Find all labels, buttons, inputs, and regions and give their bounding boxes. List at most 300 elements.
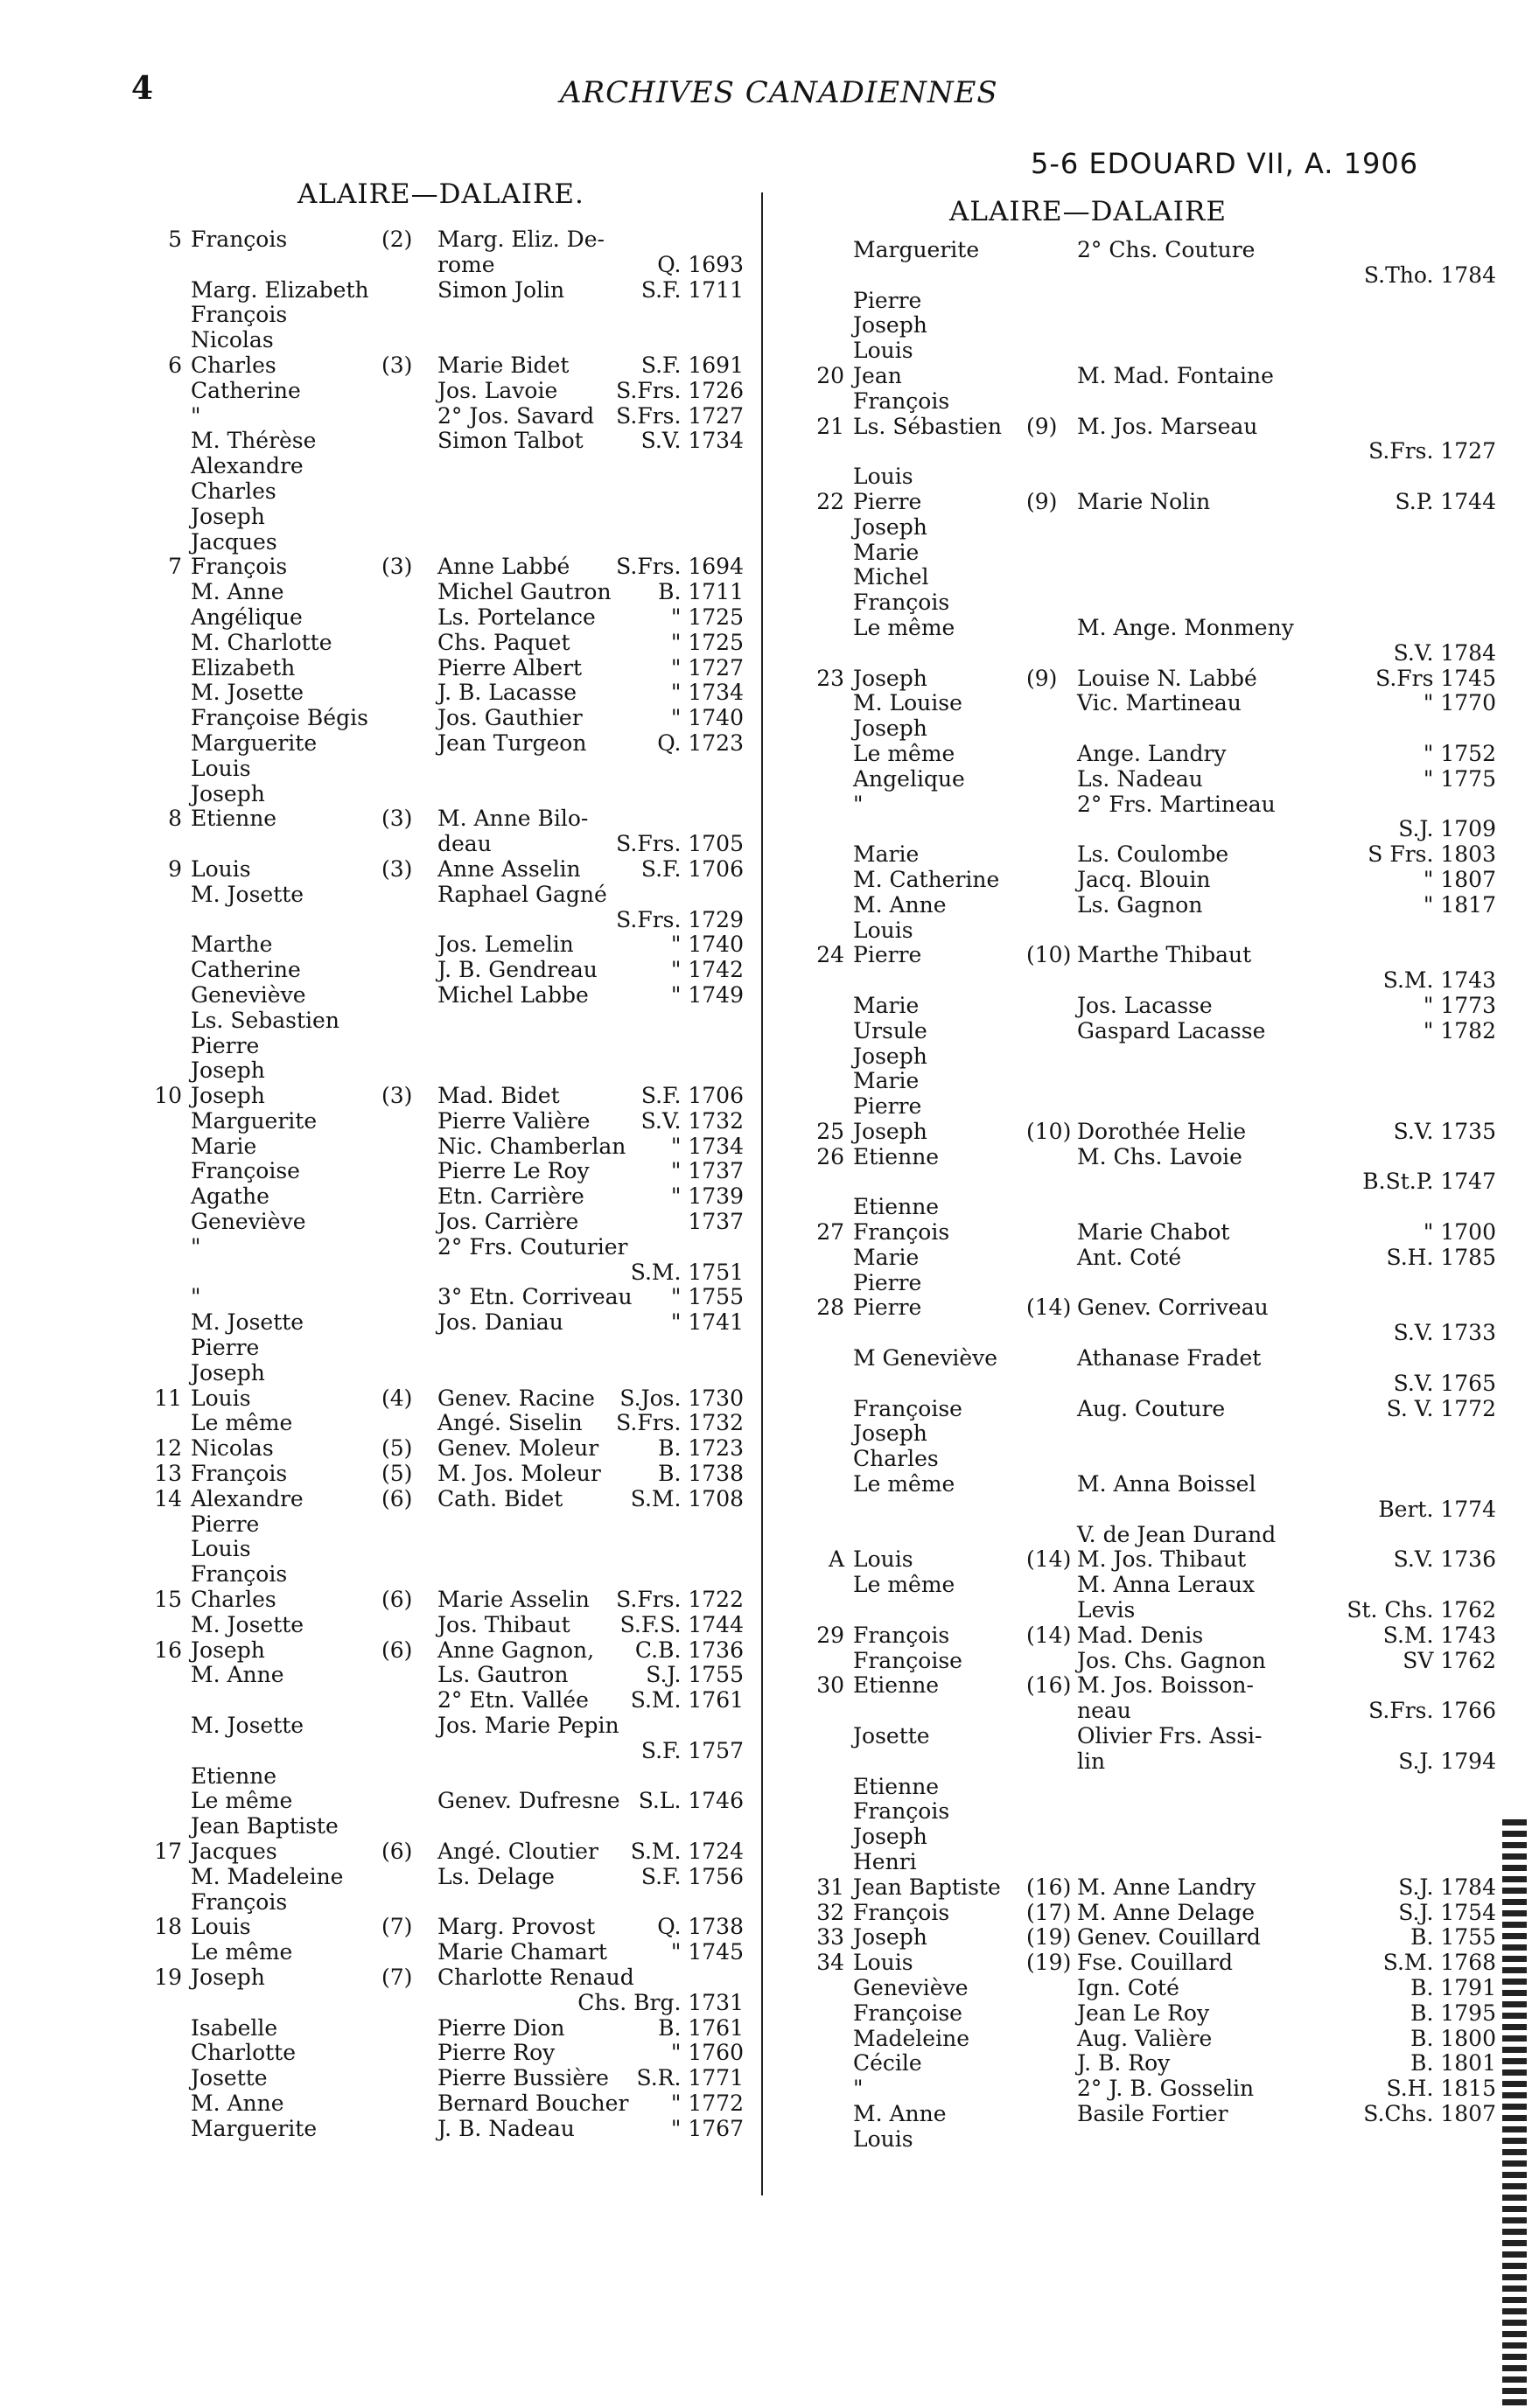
genealogy-row [809,893,1496,918]
person-name: Agathe [191,1183,269,1210]
spouse-name: M. Anne Bilo- [437,806,589,832]
place-date: S.Frs 1745 [1375,665,1496,691]
spouse-name: Genev. Moleur [437,1435,599,1462]
page-number: 4 [131,70,154,107]
place-date: " 1725 [670,604,744,630]
genealogy-row [809,641,1496,667]
person-name: Louis [853,2125,913,2152]
person-name: Alexandre [191,1485,304,1511]
genealogy-row [131,1839,744,1865]
genealogy-row [131,832,744,857]
parent-ref: (10) [1026,1118,1072,1144]
genealogy-row [131,1991,744,2016]
place-date: S.F. 1706 [640,1083,744,1109]
person-name: Etienne [853,1773,940,1799]
genealogy-row [131,2117,744,2142]
place-date: Q. 1723 [657,729,744,756]
genealogy-row [809,2001,1496,2027]
spouse-name: Athanase Fradet [1077,1345,1262,1372]
genealogy-row [131,1537,744,1562]
genealogy-row [809,1472,1496,1497]
spouse-name: Marie Chamart [437,1939,607,1965]
genealogy-row [809,238,1496,263]
spouse-name: Anne Asselin [437,855,581,882]
person-name: " [853,791,864,817]
place-date: S.F. 1706 [640,855,744,882]
genealogy-row [131,555,744,580]
spouse-name: Jos. Lemelin [437,932,574,958]
parent-ref: (16) [1026,1672,1072,1699]
genealogy-row [131,1386,744,1412]
person-name: Joseph [853,665,927,691]
genealogy-row [131,253,744,278]
person-name: M. Louise [853,690,962,716]
spouse-name: Angé. Siselin [437,1410,583,1436]
person-name: Nicolas [191,327,274,353]
spouse-name: Jos. Lavoie [437,377,558,403]
place-date: " 1725 [670,629,744,655]
spouse-name: 2° Jos. Savard [437,402,595,429]
genealogy-row [131,1310,744,1336]
place-date: S.Tho. 1784 [1363,262,1496,288]
parent-ref: (2) [381,227,413,252]
place-date: Bert. 1774 [1378,1496,1496,1522]
spouse-name: M. Anne Delage [1077,1899,1256,1925]
spouse-name: Jos. Marie Pepin [437,1713,619,1739]
scan-edge-mark [1502,1819,1527,2405]
person-name: Joseph [191,1359,265,1385]
person-name: Charles [853,1446,939,1472]
person-name: Etienne [191,806,277,832]
place-date: " 1740 [670,932,744,958]
person-name: M Geneviève [853,1345,998,1372]
spouse-name: M. Jos. Moleur [437,1461,601,1487]
entry-number: 27 [816,1219,844,1246]
spouse-name: Marie Chabot [1077,1219,1230,1246]
spouse-name: Jean Le Roy [1077,2000,1210,2026]
genealogy-row [131,806,744,832]
parent-ref: (17) [1026,1899,1072,1925]
genealogy-row [131,379,744,404]
genealogy-row [809,1220,1496,1246]
genealogy-row [131,1890,744,1916]
place-date: S. V. 1772 [1386,1395,1496,1421]
spouse-name: 2° Chs. Couture [1077,237,1256,262]
entry-number: 31 [816,1874,844,1900]
spouse-name: Genev. Racine [437,1385,595,1411]
genealogy-row [809,1699,1496,1724]
parent-ref: (14) [1026,1295,1072,1321]
spouse-name: Mad. Bidet [437,1083,560,1109]
genealogy-row [809,1271,1496,1296]
person-name: François [853,387,950,414]
person-name: Le même [853,740,955,766]
genealogy-row [809,1169,1496,1195]
spouse-name: Bernard Boucher [437,2090,629,2116]
spouse-name: Genev. Dufresne [437,1788,620,1814]
genealogy-row [809,590,1496,616]
spouse-name: Aug. Couture [1077,1395,1226,1421]
genealogy-row [131,328,744,353]
place-date: S.V. 1765 [1393,1370,1496,1396]
genealogy-row [131,706,744,731]
person-name: Charles [191,1587,276,1613]
genealogy-row [131,404,744,429]
spouse-name: 2° Frs. Martineau [1077,791,1276,817]
spouse-name: Simon Jolin [437,276,565,303]
person-name: Marie [191,1133,257,1159]
place-date: S.F. 1756 [640,1863,744,1889]
entry-number: 10 [154,1083,182,1109]
spouse-name: M. Jos. Marseau [1077,413,1258,439]
parent-ref: (7) [381,1964,413,1990]
spouse-name: rome [437,251,495,277]
place-date: S.Jos. 1730 [619,1385,744,1411]
genealogy-row [131,1512,744,1538]
spouse-name: Cath. Bidet [437,1485,563,1511]
genealogy-row [809,1397,1496,1422]
genealogy-row [131,1562,744,1588]
person-name: Joseph [853,1043,927,1069]
genealogy-row [809,1623,1496,1649]
genealogy-row [131,908,744,933]
genealogy-row [809,1295,1496,1321]
parent-ref: (3) [381,855,413,882]
person-name: Joseph [853,513,927,540]
person-name: Louis [191,1914,251,1940]
person-name: Marie [853,539,920,565]
parent-ref: (14) [1026,1622,1072,1648]
spouse-name: Marie Bidet [437,352,570,378]
spouse-name: Pierre Bussière [437,2065,609,2091]
spouse-name: Jacq. Blouin [1077,866,1211,892]
genealogy-row [809,2027,1496,2052]
parent-ref: (16) [1026,1874,1072,1900]
genealogy-row [131,1084,744,1109]
genealogy-row [809,2076,1496,2102]
genealogy-row [131,1789,744,1814]
place-date: S.V. 1736 [1393,1546,1496,1573]
genealogy-row [131,605,744,631]
spouse-name: Jos. Daniau [437,1309,563,1336]
entry-number: 16 [154,1637,182,1663]
genealogy-row [131,857,744,883]
spouse-name: Charlotte Renaud [437,1964,634,1990]
genealogy-row [131,1865,744,1890]
entry-number: 7 [168,554,182,580]
genealogy-row [809,1372,1496,1397]
genealogy-row [809,541,1496,566]
spouse-name: Etn. Carrière [437,1183,584,1210]
place-date: S.L. 1746 [638,1788,744,1814]
genealogy-row [131,1058,744,1084]
entry-number: 8 [168,806,182,832]
place-date: " 1782 [1423,1017,1496,1043]
person-name: Charlotte [191,2040,297,2066]
spouse-name: Mad. Denis [1077,1622,1204,1648]
person-name: Etienne [853,1672,940,1699]
person-name: Marguerite [191,729,318,756]
entry-number: 30 [816,1672,844,1699]
person-name: Isabelle [191,2014,278,2041]
person-name: François [191,1561,288,1588]
genealogy-row [131,1613,744,1638]
spouse-name: Jos. Lacasse [1077,992,1213,1018]
place-date: S.F.S. 1744 [619,1611,744,1637]
place-date: S.P. 1744 [1395,488,1496,514]
parent-ref: (10) [1026,942,1072,968]
entry-number: 28 [816,1295,844,1321]
person-name: Marg. Elizabeth [191,276,369,303]
place-date: " 1741 [670,1309,744,1336]
place-date: " 1807 [1423,866,1496,892]
person-name: Elizabeth [191,654,296,681]
place-date: S.M. 1724 [630,1839,744,1864]
place-date: B. 1723 [658,1435,744,1462]
parent-ref: (9) [1026,665,1058,691]
parent-ref: (6) [381,1587,413,1613]
person-name: François [853,1798,950,1825]
spouse-name: Ls. Nadeau [1077,765,1203,792]
person-name: Joseph [191,503,265,529]
genealogy-row [131,1487,744,1512]
spouse-name: M. Jos. Boisson- [1077,1672,1254,1699]
entry-number: 9 [168,855,182,882]
spouse-name: Dorothée Helie [1077,1118,1247,1144]
genealogy-row [809,742,1496,767]
genealogy-row [131,1940,744,1965]
entry-number: 11 [154,1385,182,1411]
place-date: S.V. 1784 [1393,639,1496,666]
spouse-name: Jos. Carrière [437,1209,579,1235]
genealogy-row [131,1814,744,1839]
parent-ref: (14) [1026,1546,1072,1573]
spouse-name: Raphael Gagné [437,881,607,907]
place-date: S.J. 1755 [646,1662,744,1688]
place-date: S.J. 1754 [1398,1899,1496,1925]
place-date: " 1737 [670,1158,744,1184]
place-date: S.M. 1761 [630,1687,744,1714]
person-name: Jacques [191,1839,277,1864]
place-date: S.J. 1709 [1398,816,1496,842]
place-date: Chs. Brg. 1731 [577,1989,744,2015]
spouse-name: Louise N. Labbé [1077,665,1257,691]
person-name: Madeleine [853,2025,969,2051]
genealogy-row [809,313,1496,339]
person-name: Françoise [853,1647,962,1673]
spouse-name: Marie Asselin [437,1587,590,1613]
spouse-name: Ign. Coté [1077,1974,1179,2000]
person-name: Joseph [191,1637,265,1663]
place-date: " 1767 [670,2115,744,2141]
entry-number: 25 [816,1118,844,1144]
parent-ref: (7) [381,1914,413,1940]
person-name: Marie [853,841,920,868]
genealogy-row [809,289,1496,314]
place-date: " 1817 [1423,891,1496,918]
genealogy-row [809,1673,1496,1699]
person-name: Josette [191,2065,268,2091]
person-name: Le même [191,1788,293,1814]
spouse-name: Ange. Landry [1077,740,1227,766]
person-name: Louis [853,1950,913,1976]
genealogy-row [809,490,1496,515]
genealogy-row [809,339,1496,364]
entry-number: 19 [154,1964,182,1990]
spouse-name: M. Ange. Monmeny [1077,614,1294,640]
spouse-name: Michel Gautron [437,579,612,605]
person-name: Alexandre [191,453,304,479]
genealogy-row [131,1638,744,1664]
place-date: S.Frs. 1766 [1368,1698,1496,1724]
parent-ref: (3) [381,806,413,832]
genealogy-row [131,1260,744,1286]
spouse-name: Gaspard Lacasse [1077,1017,1266,1043]
person-name: Pierre [853,1269,922,1295]
parent-ref: (6) [381,1485,413,1511]
genealogy-row [131,505,744,530]
genealogy-row [131,303,744,328]
genealogy-row [131,353,744,379]
person-name: Angélique [191,604,303,630]
person-name: Le même [191,1410,293,1436]
place-date: S.V. 1732 [640,1107,744,1134]
genealogy-row [131,1361,744,1386]
person-name: Pierre [853,942,922,968]
genealogy-row [131,1688,744,1714]
genealogy-row [809,1447,1496,1472]
person-name: Françoise [853,1395,962,1421]
genealogy-row [131,1436,744,1462]
right-column-heading: ALAIRE—DALAIRE [949,196,1228,227]
place-date: S.M. 1708 [630,1485,744,1511]
genealogy-row [131,731,744,757]
place-date: S.V. 1733 [1393,1320,1496,1346]
person-name: M. Josette [191,1713,304,1739]
parent-ref: (9) [1026,488,1058,514]
session-header: 5-6 EDOUARD VII, A. 1906 [1031,147,1419,180]
person-name: M. Josette [191,881,304,907]
genealogy-row [809,2127,1496,2153]
entry-number: 24 [816,942,844,968]
spouse-name: Basile Fortier [1077,2100,1228,2126]
parent-ref: (4) [381,1385,413,1411]
person-name: Marguerite [191,2115,318,2141]
genealogy-row [809,943,1496,968]
entry-number: 26 [816,1143,844,1169]
genealogy-row [131,479,744,505]
person-name: M. Catherine [853,866,1000,892]
entry-number: 5 [168,227,182,252]
place-date: " 1773 [1423,992,1496,1018]
column-divider [761,192,763,2195]
genealogy-row [809,1069,1496,1094]
genealogy-row [809,1825,1496,1850]
person-name: M. Josette [191,1611,304,1637]
genealogy-row [809,817,1496,842]
person-name: Catherine [191,377,301,403]
genealogy-row [131,1764,744,1790]
place-date: " 1734 [670,1133,744,1159]
genealogy-row [809,792,1496,818]
person-name: M. Thérèse [191,428,317,454]
genealogy-row [809,565,1496,590]
parent-ref: (19) [1026,1924,1072,1951]
person-name: François [853,590,950,616]
genealogy-row [809,1523,1496,1548]
spouse-name: Pierre Dion [437,2014,565,2041]
place-date: S.M. 1768 [1382,1950,1496,1976]
genealogy-row [809,616,1496,641]
entry-number: 20 [816,362,844,388]
person-name: Louis [191,755,251,781]
genealogy-row [809,667,1496,692]
spouse-name: deau [437,831,492,857]
genealogy-row [131,883,744,908]
genealogy-row [131,1285,744,1310]
place-date: " 1727 [670,654,744,681]
spouse-name: Marie Nolin [1077,488,1211,514]
person-name: " [191,1233,201,1260]
place-date: C.B. 1736 [634,1637,744,1663]
place-date: B. 1800 [1410,2025,1496,2051]
spouse-name: M. Anna Leraux [1077,1572,1256,1598]
spouse-name: J. B. Gendreau [437,957,598,983]
person-name: Louis [853,338,913,364]
person-name: Joseph [853,1420,927,1447]
place-date: " 1700 [1423,1219,1496,1246]
genealogy-row [809,2051,1496,2076]
spouse-name: Ls. Gautron [437,1662,569,1688]
spouse-name: 3° Etn. Corriveau [437,1284,633,1310]
genealogy-row [131,983,744,1009]
genealogy-row [809,389,1496,415]
genealogy-row [131,429,744,454]
person-name: Charles [191,478,276,504]
place-date: S.Chs. 1807 [1363,2100,1496,2126]
person-name: François [191,554,288,580]
person-name: Louis [191,1536,251,1562]
genealogy-row [131,1462,744,1487]
genealogy-row [131,757,744,782]
person-name: Angelique [853,765,965,792]
parent-ref: (3) [381,352,413,378]
place-date: B. 1761 [658,2014,744,2041]
place-date: " 1775 [1423,765,1496,792]
genealogy-row [809,1724,1496,1749]
person-name: Jean Baptiste [853,1874,1001,1900]
spouse-name: Ls. Delage [437,1863,555,1889]
spouse-name: J. B. Nadeau [437,2115,575,2141]
person-name: M. Josette [191,1309,304,1336]
spouse-name: Ls. Coulombe [1077,841,1229,868]
genealogy-row [809,415,1496,440]
genealogy-row [131,530,744,555]
place-date: S.Frs. 1705 [616,831,744,857]
entry-number: 15 [154,1587,182,1613]
place-date: S.Frs. 1726 [616,377,744,403]
person-name: Pierre [853,287,922,313]
spouse-name: Jos. Thibaut [437,1611,570,1637]
spouse-name: J. B. Lacasse [437,680,577,706]
genealogy-row [131,1235,744,1260]
place-date: S.Frs. 1729 [616,906,744,932]
genealogy-row [131,1336,744,1361]
genealogy-row [809,1346,1496,1372]
person-name: Joseph [191,1964,265,1990]
person-name: Louis [853,1546,913,1573]
spouse-name: Pierre Albert [437,654,583,681]
